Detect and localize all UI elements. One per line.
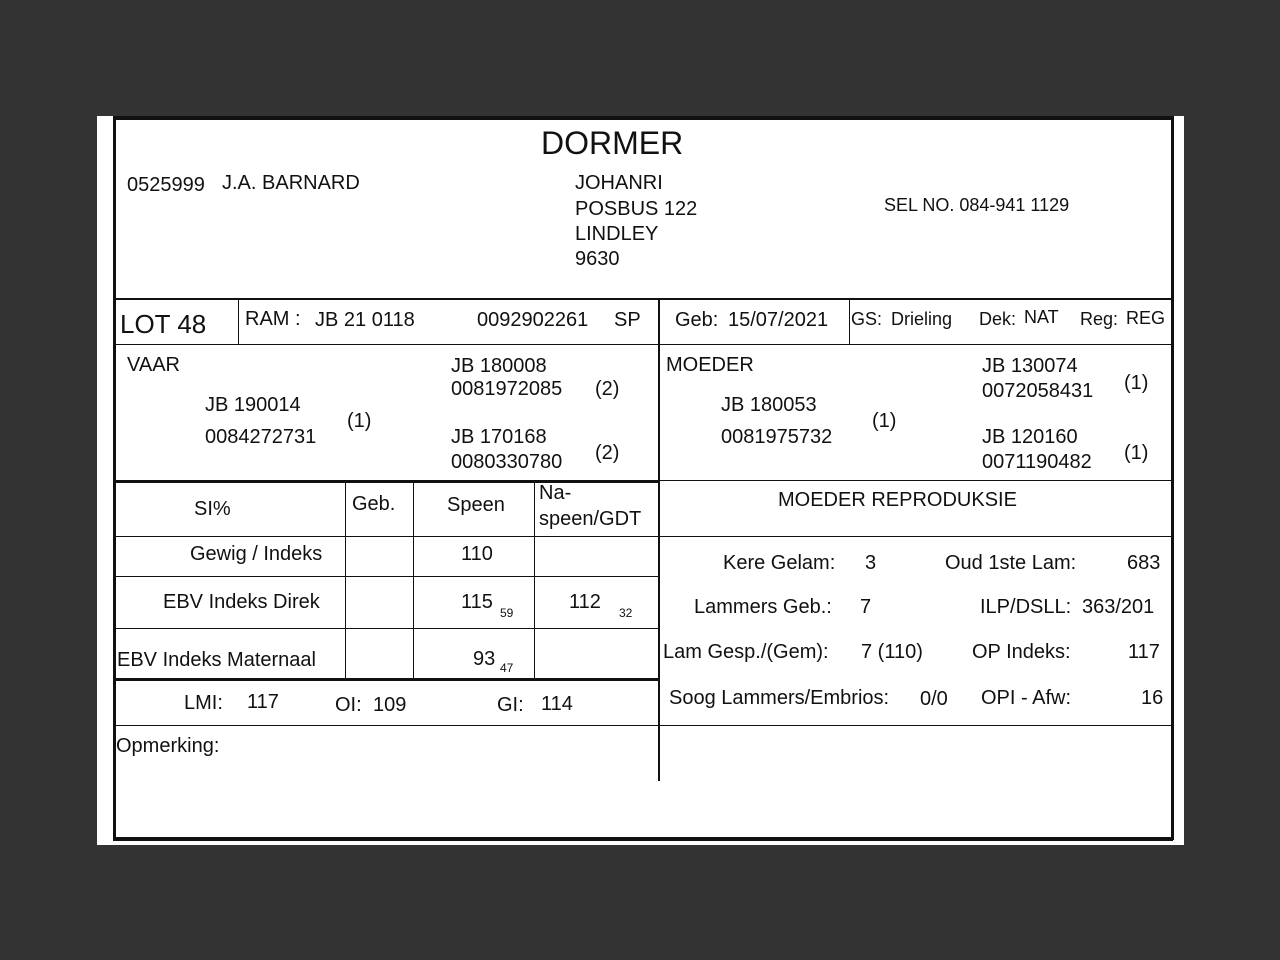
owner-code: 0525999 (127, 174, 205, 196)
reg-label: Reg: (1080, 309, 1119, 329)
si-row-na: 112 (569, 591, 601, 613)
sire-parent1-count: (2) (595, 378, 620, 400)
si-row-speen-sub: 59 (500, 606, 514, 620)
oud-label: Oud 1ste Lam: (945, 552, 1077, 574)
ram-id: JB 21 0118 (315, 309, 415, 331)
owner-name: J.A. BARNARD (222, 172, 360, 194)
divider-pedigree (113, 480, 658, 483)
lot-row-sep1 (238, 299, 239, 345)
si-header-speen: Speen (447, 494, 505, 516)
born-label: Geb: (675, 309, 719, 331)
frame-right (1171, 116, 1174, 840)
address-line-4: 9630 (575, 248, 620, 270)
dek-value: NAT (1024, 307, 1059, 327)
breed-title: DORMER (541, 125, 684, 161)
gesp-value: 7 (110) (861, 641, 923, 663)
ilp-value: 363/201 (1082, 596, 1155, 618)
sire-parent2-number: 0080330780 (451, 451, 563, 473)
sire-id: JB 190014 (205, 394, 301, 416)
si-col-sep3 (534, 482, 535, 680)
dam-parent1-id: JB 130074 (982, 355, 1078, 377)
oi-value: 109 (373, 694, 407, 716)
si-row-label: EBV Indeks Maternaal (117, 649, 316, 671)
si-header-na-line2: speen/GDT (539, 508, 642, 530)
op-value: 117 (1128, 641, 1160, 663)
dam-count: (1) (872, 410, 897, 432)
si-row-label: EBV Indeks Direk (163, 591, 320, 613)
kere-label: Kere Gelam: (723, 552, 836, 574)
soog-value: 0/0 (920, 688, 948, 710)
si-row-speen-sub: 47 (500, 661, 514, 675)
oud-value: 683 (1127, 552, 1161, 574)
ram-grade: SP (614, 309, 641, 331)
si-row-speen: 110 (461, 543, 493, 565)
si-table-bottom (113, 678, 658, 681)
opi-label: OPI - Afw: (981, 687, 1072, 709)
ilp-label: ILP/DSLL: (980, 596, 1072, 618)
remark-label: Opmerking: (116, 735, 220, 757)
address-line-2: POSBUS 122 (575, 198, 698, 220)
sire-parent2-id: JB 170168 (451, 426, 547, 448)
si-row-speen: 93 (473, 648, 496, 670)
sire-label: VAAR (127, 354, 180, 376)
soog-label: Soog Lammers/Embrios: (669, 687, 890, 709)
si-row-na-sub: 32 (619, 606, 633, 620)
dek-label: Dek: (979, 309, 1017, 329)
ram-number: 0092902261 (477, 309, 589, 331)
gi-label: GI: (497, 694, 524, 716)
sire-count: (1) (347, 410, 372, 432)
dam-parent2-count: (1) (1124, 442, 1149, 464)
dam-number: 0081975732 (721, 426, 833, 448)
indices-bottom (113, 725, 1173, 726)
si-row-speen: 115 (461, 591, 493, 613)
frame-bottom (113, 837, 1173, 841)
lot-number: LOT 48 (120, 309, 207, 339)
lammers-label: Lammers Geb.: (694, 596, 832, 618)
lmi-label: LMI: (184, 692, 223, 714)
phone-number: SEL NO. 084-941 1129 (884, 195, 1070, 215)
dam-label: MOEDER (666, 354, 754, 376)
lot-card (97, 116, 1184, 845)
si-header-geb: Geb. (352, 493, 396, 515)
sire-number: 0084272731 (205, 426, 317, 448)
sire-parent2-count: (2) (595, 442, 620, 464)
dam-id: JB 180053 (721, 394, 817, 416)
divider-pedigree-right (658, 480, 1173, 481)
sire-parent1-number: 0081972085 (451, 378, 563, 400)
si-row-label: Gewig / Indeks (190, 543, 323, 565)
si-header-na-line1: Na- (539, 482, 572, 504)
si-header-bottom (113, 536, 658, 537)
frame-left (113, 116, 116, 840)
kere-value: 3 (865, 552, 877, 574)
si-header-si: SI% (194, 498, 231, 520)
reg-value: REG (1126, 308, 1166, 328)
dam-parent1-number: 0072058431 (982, 380, 1094, 402)
ram-label: RAM : (245, 308, 301, 330)
dam-parent1-count: (1) (1124, 372, 1149, 394)
gs-label: GS: (851, 309, 883, 329)
gs-value: Drieling (891, 309, 953, 329)
si-col-sep1 (345, 482, 346, 680)
lot-row-sep3 (849, 299, 850, 345)
si-col-sep2 (413, 482, 414, 680)
opi-value: 16 (1141, 687, 1164, 709)
gesp-label: Lam Gesp./(Gem): (663, 641, 829, 663)
lammers-value: 7 (860, 596, 872, 618)
dam-parent2-number: 0071190482 (982, 451, 1092, 473)
lot-row-sep2 (658, 299, 660, 781)
si-row2-bottom (113, 628, 658, 629)
born-date: 15/07/2021 (728, 309, 829, 331)
address-line-3: LINDLEY (575, 223, 659, 245)
dam-parent2-id: JB 120160 (982, 426, 1078, 448)
repro-header-bottom (658, 536, 1173, 537)
frame-top (113, 116, 1173, 120)
divider-header (113, 298, 1173, 300)
si-row1-bottom (113, 576, 658, 577)
repro-title: MOEDER REPRODUKSIE (778, 489, 1017, 511)
gi-value: 114 (541, 693, 573, 715)
oi-label: OI: (335, 694, 362, 716)
sire-parent1-id: JB 180008 (451, 355, 547, 377)
lmi-value: 117 (247, 691, 279, 713)
divider-lot-row (113, 344, 1173, 345)
address-line-1: JOHANRI (575, 172, 663, 194)
op-label: OP Indeks: (972, 641, 1071, 663)
